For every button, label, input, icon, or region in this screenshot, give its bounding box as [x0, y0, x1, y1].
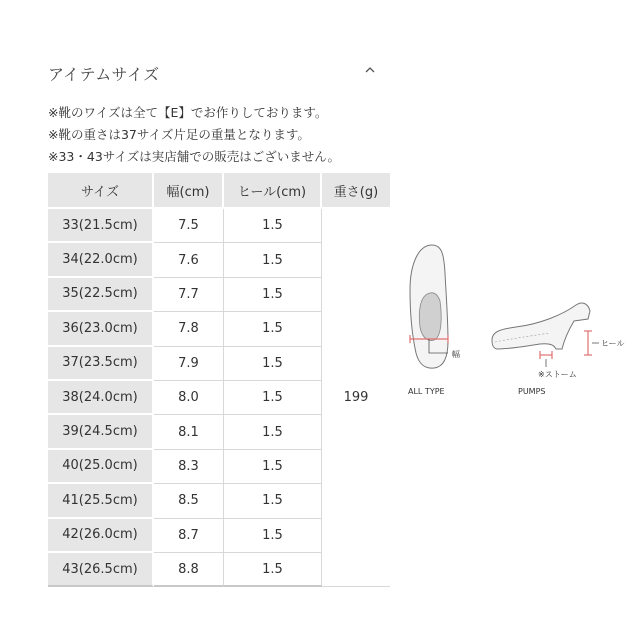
- heel-cell: 1.5: [224, 553, 322, 587]
- size-cell: 41(25.5cm): [48, 484, 154, 518]
- chevron-up-icon[interactable]: [362, 62, 378, 78]
- all-type-caption: ALL TYPE: [408, 387, 445, 396]
- width-cell: 8.8: [154, 553, 224, 587]
- width-cell: 7.9: [154, 347, 224, 381]
- header-heel: ヒール(cm): [224, 173, 322, 209]
- heel-cell: 1.5: [224, 243, 322, 277]
- size-notes: [48, 102, 340, 168]
- heel-cell: 1.5: [224, 381, 322, 415]
- width-cell: 8.7: [154, 519, 224, 553]
- storm-label: ※ストーム: [538, 370, 577, 379]
- pumps-caption: PUMPS: [518, 387, 546, 396]
- note-store-availability: ※33・43サイズは実店舗での販売はございません。: [48, 149, 341, 164]
- size-cell: 33(21.5cm): [48, 209, 154, 243]
- size-cell: 37(23.5cm): [48, 347, 154, 381]
- section-title: アイテムサイズ: [48, 65, 160, 84]
- note-weight: ※靴の重さは37サイズ片足の重量となります。: [48, 127, 310, 142]
- item-size-header[interactable]: [48, 60, 378, 86]
- header-weight: 重さ(g): [322, 173, 390, 209]
- table-header-row: [48, 173, 390, 209]
- note-width: ※靴のワイズは全て【E】でお作りしております。: [48, 105, 328, 120]
- heel-cell: 1.5: [224, 484, 322, 518]
- width-cell: 7.6: [154, 243, 224, 277]
- heel-cell: 1.5: [224, 519, 322, 553]
- width-cell: 7.7: [154, 278, 224, 312]
- size-table: [48, 173, 390, 587]
- heel-cell: 1.5: [224, 312, 322, 346]
- heel-cell: 1.5: [224, 278, 322, 312]
- size-cell: 35(22.5cm): [48, 278, 154, 312]
- heel-cell: 1.5: [224, 450, 322, 484]
- width-cell: 8.1: [154, 415, 224, 449]
- size-cell: 40(25.0cm): [48, 450, 154, 484]
- width-cell: 8.0: [154, 381, 224, 415]
- heel-label: ヒール: [601, 339, 625, 348]
- shoe-diagram: [400, 235, 636, 410]
- size-cell: 43(26.5cm): [48, 553, 154, 587]
- width-cell: 7.5: [154, 209, 224, 243]
- heel-cell: 1.5: [224, 415, 322, 449]
- size-cell: 39(24.5cm): [48, 415, 154, 449]
- size-cell: 42(26.0cm): [48, 519, 154, 553]
- shoe-illustration: [400, 235, 636, 410]
- width-label: 幅: [452, 350, 460, 359]
- header-width: 幅(cm): [154, 173, 224, 209]
- weight-cell: 199: [322, 209, 390, 587]
- size-cell: 36(23.0cm): [48, 312, 154, 346]
- size-cell: 38(24.0cm): [48, 381, 154, 415]
- width-cell: 7.8: [154, 312, 224, 346]
- width-cell: 8.3: [154, 450, 224, 484]
- table-row: [48, 209, 390, 243]
- heel-cell: 1.5: [224, 209, 322, 243]
- header-size: サイズ: [48, 173, 154, 209]
- size-cell: 34(22.0cm): [48, 243, 154, 277]
- width-cell: 8.5: [154, 484, 224, 518]
- heel-cell: 1.5: [224, 347, 322, 381]
